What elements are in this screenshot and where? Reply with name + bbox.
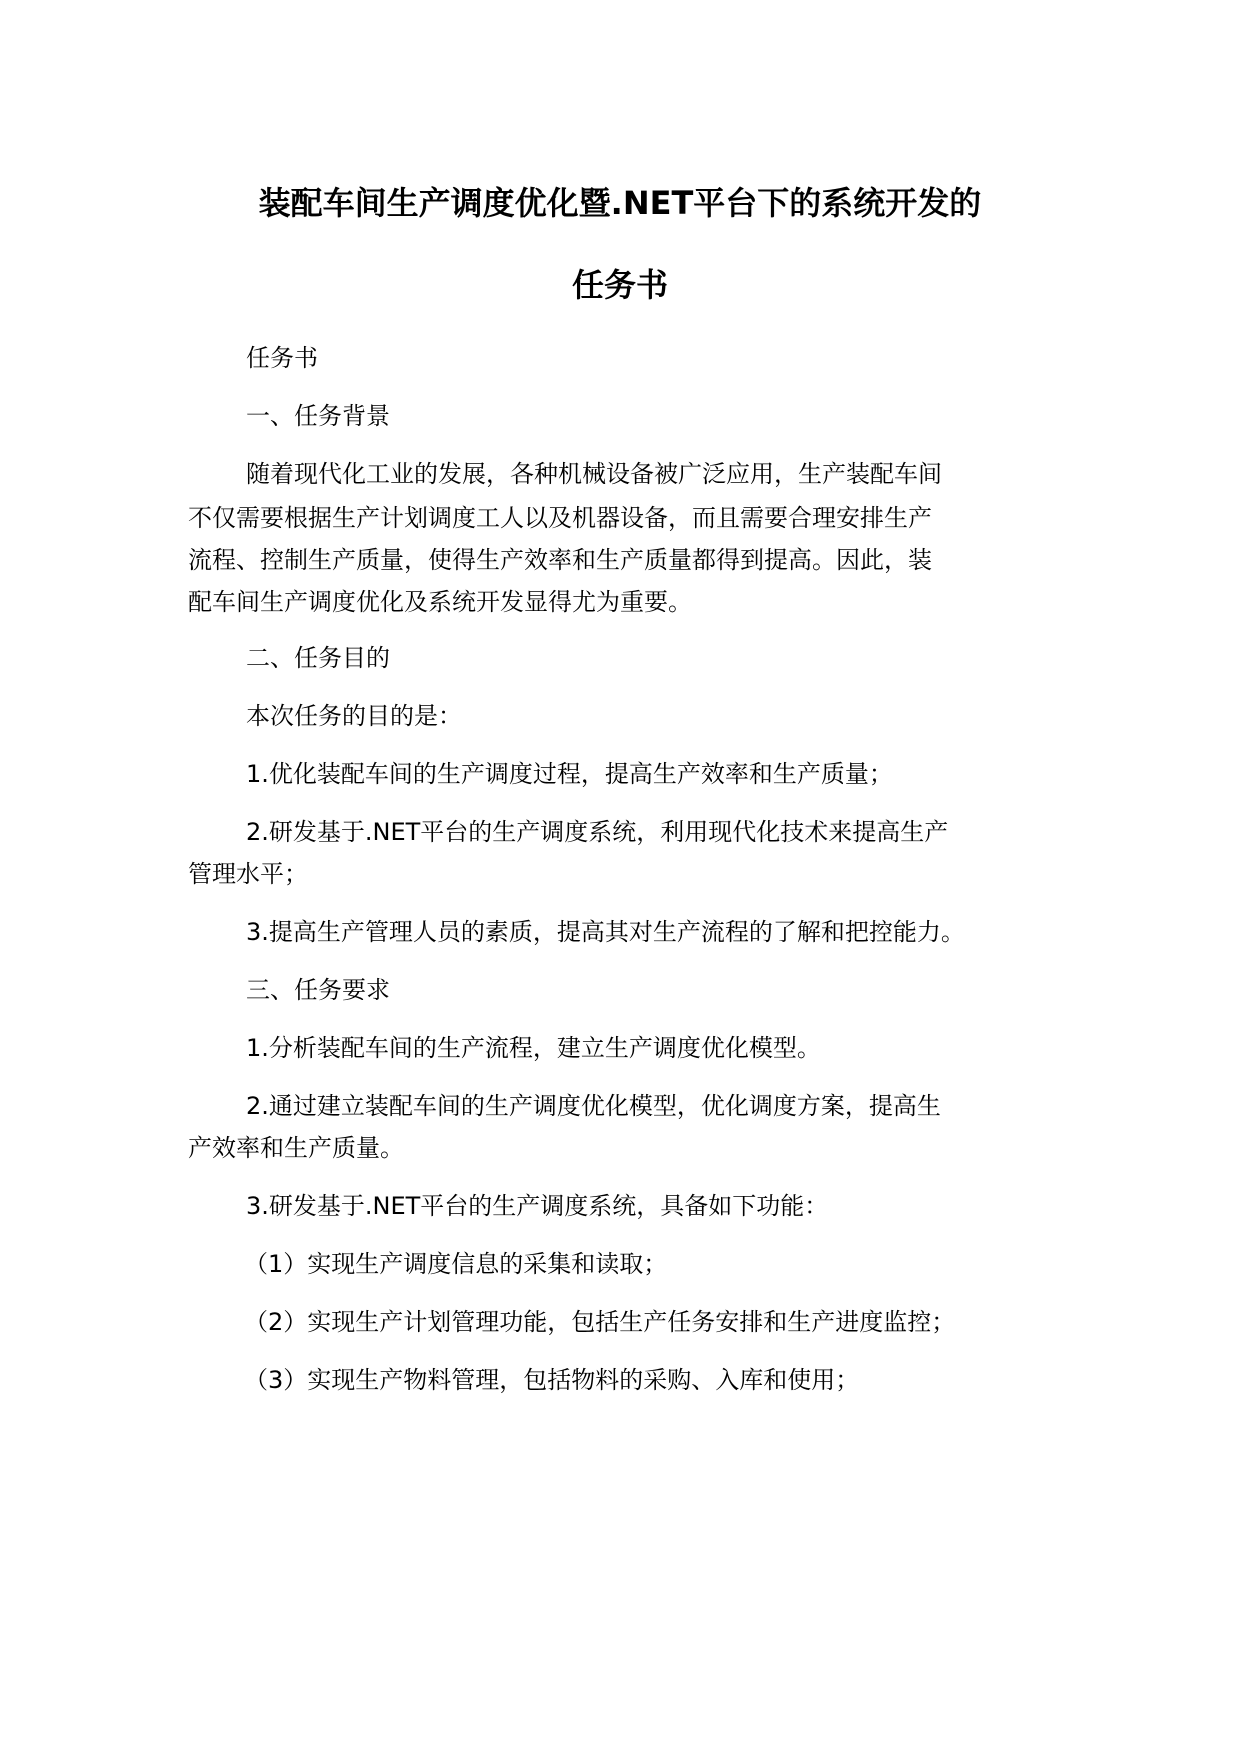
section-2-item: 3.提高生产管理人员的素质，提高其对生产流程的了解和把控能力。 bbox=[246, 918, 965, 946]
section-3-heading: 三、任务要求 bbox=[246, 976, 390, 1004]
section-3-subitem: （3）实现生产物料管理，包括物料的采购、入库和使用； bbox=[244, 1366, 860, 1394]
section-3-item: 2.通过建立装配车间的生产调度优化模型，优化调度方案，提高生 bbox=[246, 1092, 941, 1120]
section-3-item-continuation: 产效率和生产质量。 bbox=[188, 1134, 404, 1162]
section-3-item: 1.分析装配车间的生产流程，建立生产调度优化模型。 bbox=[246, 1034, 821, 1062]
section-1-paragraph-line: 不仅需要根据生产计划调度工人以及机器设备，而且需要合理安排生产 bbox=[188, 504, 932, 532]
section-3-item: 3.研发基于.NET平台的生产调度系统，具备如下功能： bbox=[246, 1192, 829, 1220]
section-3-subitem: （2）实现生产计划管理功能，包括生产任务安排和生产进度监控； bbox=[244, 1308, 956, 1336]
section-1-heading: 一、任务背景 bbox=[246, 402, 390, 430]
document-title-line-2: 任务书 bbox=[571, 266, 668, 304]
section-2-item: 2.研发基于.NET平台的生产调度系统，利用现代化技术来提高生产 bbox=[246, 818, 949, 846]
section-2-heading: 二、任务目的 bbox=[246, 644, 390, 672]
section-2-item-continuation: 管理水平； bbox=[188, 860, 308, 888]
section-3-subitem: （1）实现生产调度信息的采集和读取； bbox=[244, 1250, 668, 1278]
section-2-item: 1.优化装配车间的生产调度过程，提高生产效率和生产质量； bbox=[246, 760, 893, 788]
section-1-paragraph-line: 流程、控制生产质量，使得生产效率和生产质量都得到提高。因此，装 bbox=[188, 546, 932, 574]
section-2-intro: 本次任务的目的是： bbox=[246, 702, 462, 730]
section-1-paragraph-line: 随着现代化工业的发展，各种机械设备被广泛应用，生产装配车间 bbox=[246, 460, 942, 488]
section-1-paragraph-line: 配车间生产调度优化及系统开发显得尤为重要。 bbox=[188, 588, 692, 616]
document-title-line-1: 装配车间生产调度优化暨.NET平台下的系统开发的 bbox=[258, 184, 982, 222]
task-book-heading: 任务书 bbox=[246, 344, 318, 372]
